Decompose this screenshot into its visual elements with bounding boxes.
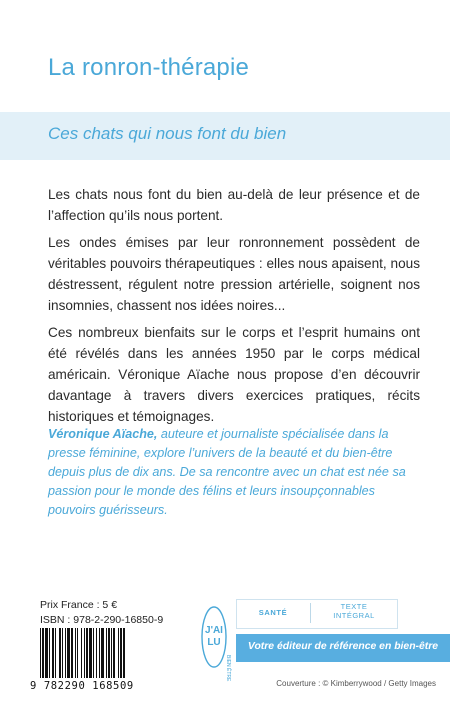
publisher-logo-icon bbox=[200, 603, 230, 683]
cover-credit: Couverture : © Kimberrywood / Getty Images bbox=[276, 679, 436, 688]
author-name: Véronique Aïache, bbox=[48, 427, 158, 441]
blurb-paragraph-3: Ces nombreux bienfaits sur le corps et l’esprit humains ont été révélés dans les années 1950 par le corps médical américain. Véronique Aïache nous propose d’en découvrir davantage à travers divers exercices pratiques, récits historiques et témoignages. bbox=[48, 325, 420, 424]
category-divider bbox=[310, 603, 311, 623]
book-title: La ronron-thérapie bbox=[48, 54, 250, 81]
barcode-digits: 9 782290 168509 bbox=[30, 680, 134, 692]
book-subtitle: Ces chats qui nous font du bien bbox=[48, 124, 287, 143]
blurb-paragraph-1: Les chats nous font du bien au-delà de leur présence et de l’affection qu’ils nous portent. bbox=[48, 187, 420, 223]
price-label: Prix France : 5 € bbox=[40, 599, 118, 611]
category-label: SANTÉ bbox=[258, 608, 288, 617]
logo-line1: J'AI bbox=[205, 625, 223, 636]
isbn-label: ISBN : 978-2-290-16850-9 bbox=[40, 614, 164, 626]
blurb bbox=[48, 184, 420, 433]
author-bio bbox=[48, 425, 420, 520]
barcode-icon bbox=[38, 628, 168, 678]
blurb-paragraph-2: Les ondes émises par leur ronronnement possèdent de véritables pouvoirs thérapeutiques : elles nous apaisent, nous déstressent, régulent notre pression artérielle, soignent nos insomnies, chassent nos idées noires... bbox=[48, 235, 420, 313]
logo-line2: LU bbox=[207, 637, 221, 648]
edition-line1: TEXTE bbox=[340, 602, 368, 611]
author-bio-text: auteure et journaliste spécialisée dans la presse féminine, explore l’univers de la beauté et du bien-être depuis plus de dix ans. De sa rencontre avec un chat est née sa passion pour le monde des félins et leurs insoupçonnables pouvoirs guérisseurs. bbox=[48, 427, 406, 517]
logo-vertical: BIEN ÊTRE bbox=[225, 655, 231, 682]
edition-label bbox=[312, 602, 396, 620]
edition-line2: INTÉGRAL bbox=[333, 611, 375, 620]
publisher-banner-text: Votre éditeur de référence en bien-être bbox=[247, 641, 439, 652]
